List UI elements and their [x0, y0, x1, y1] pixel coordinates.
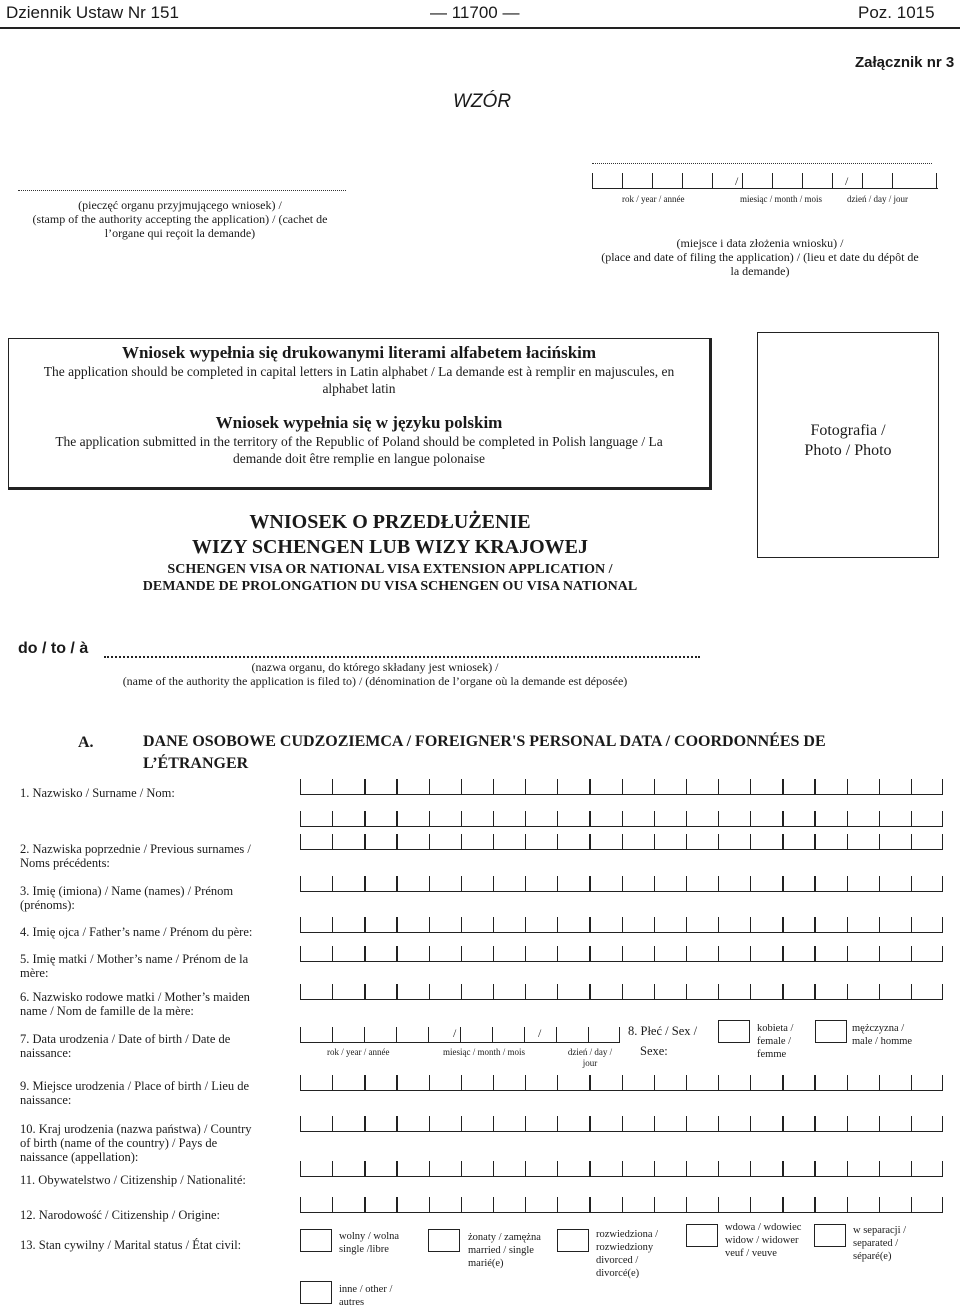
- date-separator: /: [453, 1026, 457, 1040]
- filing-month-label: miesiąc / month / mois: [740, 194, 822, 204]
- photo-label: Fotografia / Photo / Photo: [804, 422, 892, 459]
- single-label: wolny / wolna single /libre: [339, 1231, 400, 1255]
- married-label: żonaty / zamężna married / single marié(e): [468, 1232, 541, 1269]
- stamp-caption: (pieczęć organu przyjmującego wniosek) / (stamp of the authority accepting the application) / (cachet de l’organe qui reçoit la demande): [32, 198, 328, 240]
- female-label: kobieta / female / femme: [757, 1023, 794, 1060]
- stamp-line: [18, 190, 346, 191]
- instructions-box: [8, 338, 712, 490]
- template-label: WZÓR: [453, 91, 512, 112]
- surname-label: 1. Nazwisko / Surname / Nom:: [20, 786, 175, 800]
- nationality-field[interactable]: [300, 1198, 943, 1213]
- other-checkbox[interactable]: [300, 1281, 332, 1304]
- birth-country-field[interactable]: [300, 1117, 943, 1132]
- instructions-heading-2: Wniosek wypełnia się w języku polskim: [215, 413, 503, 432]
- father-name-field[interactable]: [300, 918, 943, 933]
- authority-field[interactable]: [104, 656, 700, 658]
- section-letter: A.: [78, 734, 94, 751]
- other-label: inne / other / autres: [339, 1284, 393, 1308]
- birth-year-label: rok / year / année: [327, 1047, 390, 1057]
- marital-status-label: 13. Stan cywilny / Marital status / État civil:: [20, 1238, 242, 1252]
- married-checkbox[interactable]: [428, 1229, 460, 1252]
- separated-label: w separacji / separated / séparé(e): [853, 1225, 907, 1262]
- mother-name-field[interactable]: [300, 947, 943, 962]
- date-separator: /: [538, 1026, 542, 1040]
- widowed-label: wdowa / wdowiec widow / widower veuf / veuve: [725, 1222, 802, 1259]
- mother-maiden-name-field[interactable]: [300, 985, 943, 1000]
- birth-place-label: 9. Miejsce urodzenia / Place of birth / Lieu de naissance:: [20, 1079, 250, 1107]
- mother-maiden-name-label: 6. Nazwisko rodowe matki / Mother’s maiden name / Nom de famille de la mère:: [20, 990, 250, 1018]
- single-checkbox[interactable]: [300, 1229, 332, 1252]
- position-number: Poz. 1015: [858, 3, 935, 22]
- form-title: WNIOSEK O PRZEDŁUŻENIE WIZY SCHENGEN LUB WIZY KRAJOWEJ: [192, 511, 588, 558]
- widowed-checkbox[interactable]: [686, 1224, 718, 1247]
- section-title: DANE OSOBOWE CUDZOZIEMCA / FOREIGNER'S PERSONAL DATA / COORDONNÉES DE L’ÉTRANGER: [143, 733, 826, 772]
- male-label: mężczyzna / male / homme: [852, 1023, 913, 1047]
- instructions-text-1: The application should be completed in capital letters in Latin alphabet / La demande est à remplir en majuscules, en alphabet latin: [43, 364, 675, 396]
- birth-date-field[interactable]: [300, 1028, 620, 1043]
- previous-surnames-field[interactable]: [300, 835, 943, 850]
- mother-name-label: 5. Imię matki / Mother’s name / Prénom de la mère:: [20, 952, 249, 980]
- male-checkbox[interactable]: [815, 1020, 847, 1043]
- separated-checkbox[interactable]: [814, 1224, 846, 1247]
- father-name-label: 4. Imię ojca / Father’s name / Prénom du père:: [20, 925, 253, 939]
- date-separator: /: [845, 174, 849, 188]
- names-label: 3. Imię (imiona) / Name (names) / Prénom (prénoms):: [20, 884, 234, 912]
- authority-caption: (nazwa organu, do którego składany jest wniosek) / (name of the authority the application is filed to) / (dénomination de l’organe où la demande est déposée): [122, 660, 628, 688]
- page-number: — 11700 —: [430, 3, 520, 22]
- names-field[interactable]: [300, 877, 943, 892]
- female-checkbox[interactable]: [718, 1020, 750, 1043]
- photo-box[interactable]: [757, 332, 939, 558]
- filing-date-field[interactable]: [592, 174, 938, 189]
- birth-month-label: miesiąc / month / mois: [443, 1047, 525, 1057]
- birth-day-label: dzień / day / jour: [567, 1047, 613, 1068]
- to-label: do / to / à: [18, 640, 89, 657]
- birth-date-label: 7. Data urodzenia / Date of birth / Date de naissance:: [20, 1032, 231, 1060]
- birth-place-field[interactable]: [300, 1076, 943, 1091]
- citizenship-label: 11. Obywatelstwo / Citizenship / Nationalité:: [20, 1173, 246, 1187]
- previous-surnames-label: 2. Nazwiska poprzednie / Previous surnames / Noms précédents:: [20, 842, 251, 870]
- divorced-checkbox[interactable]: [557, 1229, 589, 1252]
- filing-year-label: rok / year / année: [622, 194, 685, 204]
- instructions-text-2: The application submitted in the territory of the Republic of Poland should be completed in Polish language / La demande doit être remplie en langue polonaise: [55, 434, 663, 466]
- citizenship-field[interactable]: [300, 1162, 943, 1177]
- form-subtitle: SCHENGEN VISA OR NATIONAL VISA EXTENSION APPLICATION / DEMANDE DE PROLONGATION DU VISA SCHENGEN OU VISA NATIONAL: [142, 562, 638, 594]
- surname-field[interactable]: [300, 780, 943, 795]
- filing-caption: (miejsce i data złożenia wniosku) / (place and date of filing the application) / (lieu et date du dépôt de la demande): [601, 236, 919, 278]
- date-separator: /: [735, 174, 739, 188]
- birth-country-label: 10. Kraj urodzenia (nazwa państwa) / Country of birth (name of the country) / Pays de naissance (appellation):: [20, 1122, 252, 1164]
- annex-label: Załącznik nr 3: [855, 54, 955, 71]
- filing-place-line: [592, 163, 932, 164]
- filing-day-label: dzień / day / jour: [847, 194, 908, 204]
- header-rule: [0, 27, 960, 29]
- surname-field-2[interactable]: [300, 812, 943, 827]
- journal-title: Dziennik Ustaw Nr 151: [6, 3, 179, 22]
- sex-label: 8. Płeć / Sex / Sexe:: [628, 1024, 698, 1058]
- divorced-label: rozwiedziona / rozwiedziony divorced / divorcé(e): [596, 1229, 659, 1279]
- instructions-heading-1: Wniosek wypełnia się drukowanymi literami alfabetem łacińskim: [121, 343, 597, 362]
- nationality-label: 12. Narodowość / Citizenship / Origine:: [20, 1208, 220, 1222]
